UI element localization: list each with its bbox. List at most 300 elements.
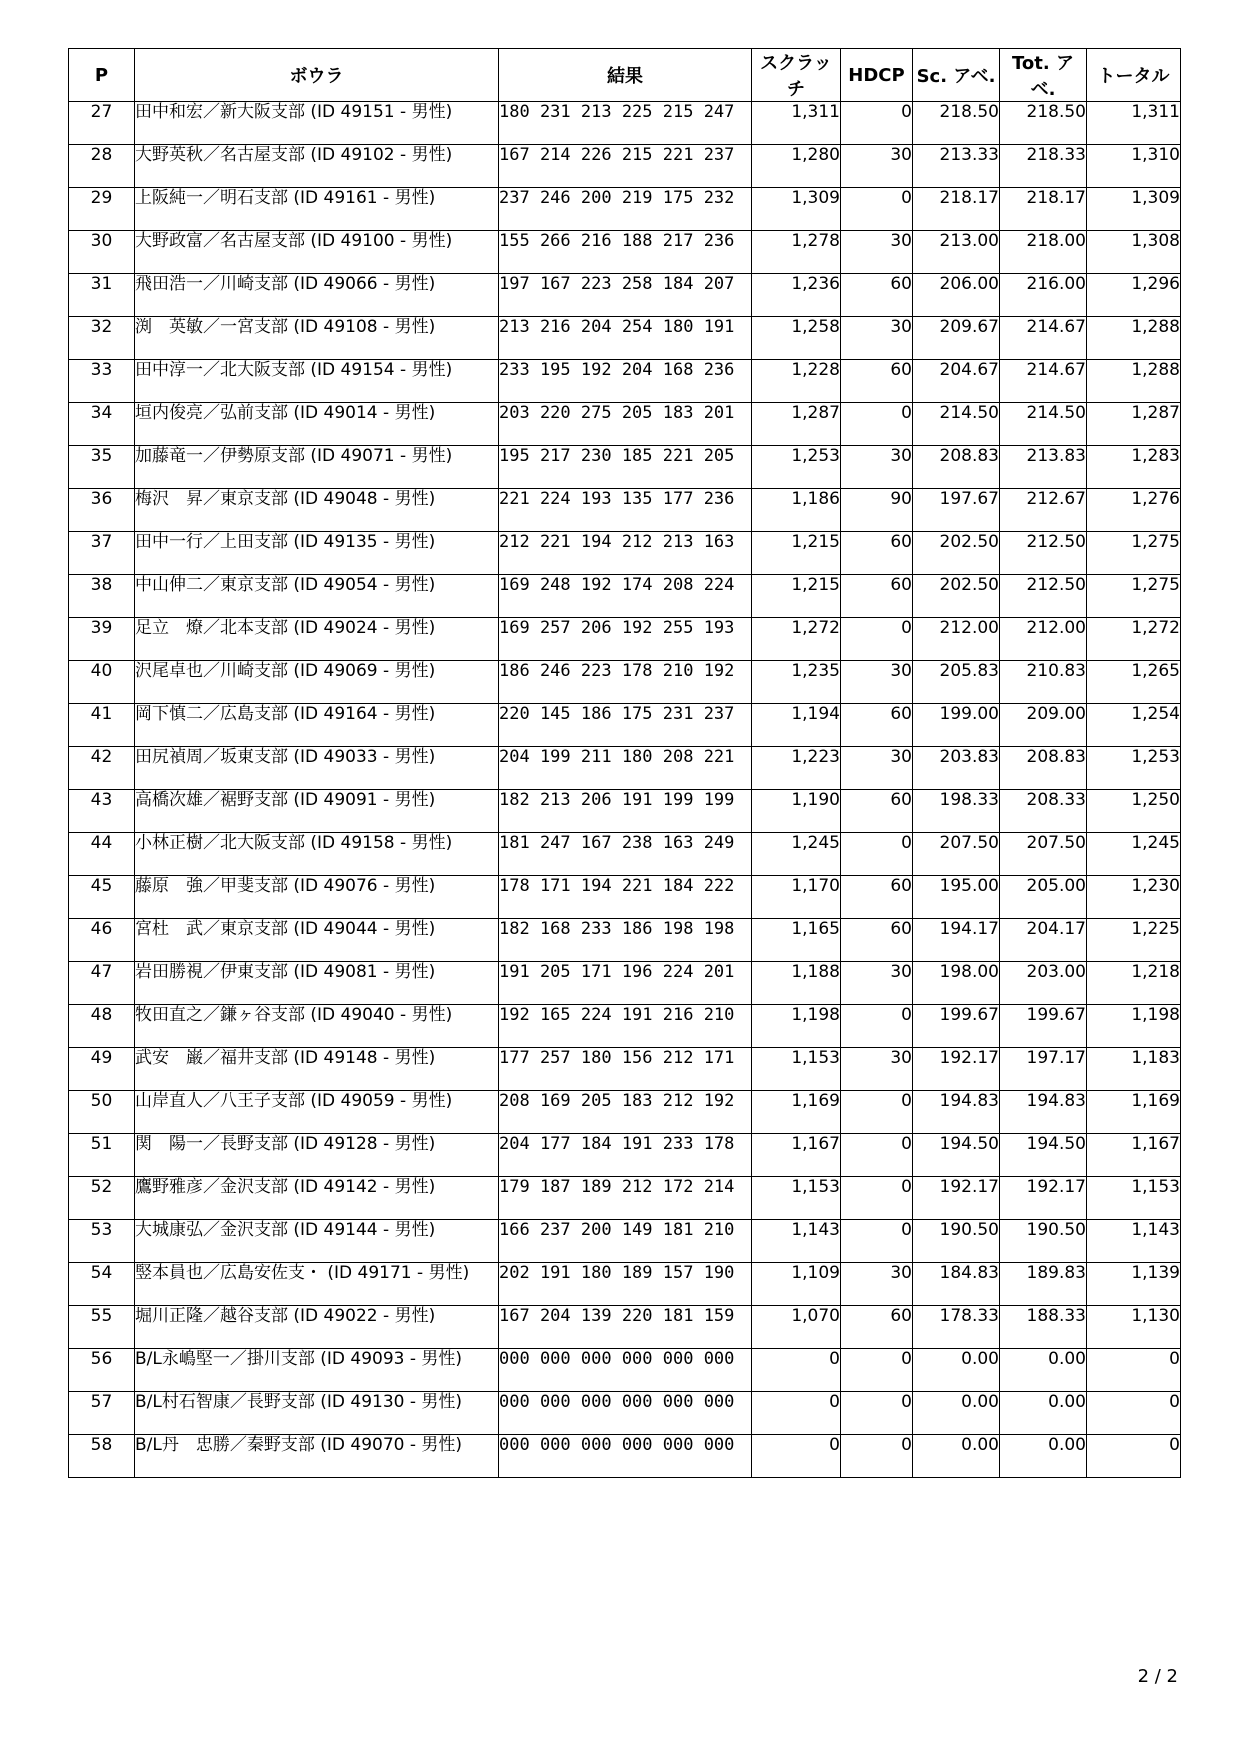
cell-total-average: 212.00 [1000, 618, 1087, 661]
cell-scratch-average: 0.00 [913, 1392, 1000, 1435]
cell-total-average: 204.17 [1000, 919, 1087, 962]
cell-position: 57 [69, 1392, 135, 1435]
cell-scratch: 1,287 [752, 403, 841, 446]
cell-scratch: 1,109 [752, 1263, 841, 1306]
cell-total-average: 210.83 [1000, 661, 1087, 704]
cell-game-scores: 237 246 200 219 175 232 [499, 188, 752, 231]
header-total: トータル [1087, 49, 1181, 102]
cell-bowler: 田尻禎周／坂東支部 (ID 49033 - 男性) [135, 747, 499, 790]
cell-scratch: 0 [752, 1435, 841, 1478]
cell-game-scores: 178 171 194 221 184 222 [499, 876, 752, 919]
cell-position: 47 [69, 962, 135, 1005]
cell-bowler: 牧田直之／鎌ヶ谷支部 (ID 49040 - 男性) [135, 1005, 499, 1048]
cell-scratch-average: 213.00 [913, 231, 1000, 274]
cell-total-average: 190.50 [1000, 1220, 1087, 1263]
cell-hdcp: 0 [841, 1091, 913, 1134]
header-row [69, 49, 1181, 102]
cell-hdcp: 30 [841, 446, 913, 489]
cell-total: 1,309 [1087, 188, 1181, 231]
cell-hdcp: 0 [841, 102, 913, 145]
cell-hdcp: 30 [841, 661, 913, 704]
cell-position: 34 [69, 403, 135, 446]
table-body [69, 102, 1181, 1478]
cell-total-average: 0.00 [1000, 1349, 1087, 1392]
cell-bowler: 関 陽一／長野支部 (ID 49128 - 男性) [135, 1134, 499, 1177]
cell-game-scores: 167 204 139 220 181 159 [499, 1306, 752, 1349]
header-bowler: ボウラ [135, 49, 499, 102]
cell-hdcp: 0 [841, 403, 913, 446]
cell-scratch: 1,278 [752, 231, 841, 274]
cell-game-scores: 000 000 000 000 000 000 [499, 1349, 752, 1392]
table-row [69, 1392, 1181, 1435]
cell-scratch-average: 218.17 [913, 188, 1000, 231]
cell-scratch-average: 194.17 [913, 919, 1000, 962]
cell-bowler: 沢尾卓也／川崎支部 (ID 49069 - 男性) [135, 661, 499, 704]
cell-scratch-average: 218.50 [913, 102, 1000, 145]
cell-scratch-average: 199.67 [913, 1005, 1000, 1048]
cell-position: 27 [69, 102, 135, 145]
table-row [69, 145, 1181, 188]
cell-scratch: 0 [752, 1349, 841, 1392]
cell-scratch-average: 198.33 [913, 790, 1000, 833]
cell-total: 1,288 [1087, 360, 1181, 403]
cell-position: 52 [69, 1177, 135, 1220]
cell-scratch-average: 202.50 [913, 575, 1000, 618]
cell-total-average: 189.83 [1000, 1263, 1087, 1306]
cell-hdcp: 30 [841, 962, 913, 1005]
cell-scratch-average: 0.00 [913, 1435, 1000, 1478]
table-row [69, 188, 1181, 231]
cell-hdcp: 30 [841, 231, 913, 274]
cell-total-average: 0.00 [1000, 1435, 1087, 1478]
table-row [69, 489, 1181, 532]
table-row [69, 446, 1181, 489]
cell-scratch: 1,245 [752, 833, 841, 876]
cell-hdcp: 0 [841, 1392, 913, 1435]
cell-position: 35 [69, 446, 135, 489]
table-row [69, 790, 1181, 833]
cell-total: 1,218 [1087, 962, 1181, 1005]
cell-scratch: 1,153 [752, 1048, 841, 1091]
cell-scratch: 1,194 [752, 704, 841, 747]
cell-game-scores: 208 169 205 183 212 192 [499, 1091, 752, 1134]
table-row [69, 575, 1181, 618]
cell-scratch-average: 192.17 [913, 1048, 1000, 1091]
cell-scratch: 1,198 [752, 1005, 841, 1048]
cell-position: 49 [69, 1048, 135, 1091]
cell-game-scores: 186 246 223 178 210 192 [499, 661, 752, 704]
cell-position: 31 [69, 274, 135, 317]
cell-total-average: 212.50 [1000, 532, 1087, 575]
cell-bowler: 垣内俊亮／弘前支部 (ID 49014 - 男性) [135, 403, 499, 446]
cell-scratch-average: 199.00 [913, 704, 1000, 747]
table-row [69, 618, 1181, 661]
cell-bowler: 加藤竜一／伊勢原支部 (ID 49071 - 男性) [135, 446, 499, 489]
table-row [69, 1134, 1181, 1177]
cell-total: 1,296 [1087, 274, 1181, 317]
cell-hdcp: 0 [841, 618, 913, 661]
cell-total-average: 218.17 [1000, 188, 1087, 231]
table-row [69, 1306, 1181, 1349]
cell-bowler: B/L丹 忠勝／秦野支部 (ID 49070 - 男性) [135, 1435, 499, 1478]
cell-bowler: 大城康弘／金沢支部 (ID 49144 - 男性) [135, 1220, 499, 1263]
table-row [69, 403, 1181, 446]
cell-scratch-average: 195.00 [913, 876, 1000, 919]
table-row [69, 876, 1181, 919]
cell-total-average: 207.50 [1000, 833, 1087, 876]
cell-position: 29 [69, 188, 135, 231]
cell-total: 1,250 [1087, 790, 1181, 833]
cell-bowler: 竪本員也／広島安佐支・ (ID 49171 - 男性) [135, 1263, 499, 1306]
cell-bowler: 田中和宏／新大阪支部 (ID 49151 - 男性) [135, 102, 499, 145]
cell-scratch-average: 209.67 [913, 317, 1000, 360]
cell-position: 54 [69, 1263, 135, 1306]
cell-total-average: 218.33 [1000, 145, 1087, 188]
table-row [69, 1005, 1181, 1048]
table-row [69, 704, 1181, 747]
cell-hdcp: 60 [841, 274, 913, 317]
cell-scratch: 1,170 [752, 876, 841, 919]
cell-scratch: 1,215 [752, 575, 841, 618]
cell-position: 48 [69, 1005, 135, 1048]
cell-total-average: 194.83 [1000, 1091, 1087, 1134]
cell-position: 37 [69, 532, 135, 575]
cell-total: 1,272 [1087, 618, 1181, 661]
cell-position: 40 [69, 661, 135, 704]
cell-scratch: 0 [752, 1392, 841, 1435]
cell-scratch: 1,153 [752, 1177, 841, 1220]
cell-total: 1,275 [1087, 532, 1181, 575]
cell-game-scores: 166 237 200 149 181 210 [499, 1220, 752, 1263]
cell-total-average: 192.17 [1000, 1177, 1087, 1220]
table-row [69, 833, 1181, 876]
table-row [69, 1349, 1181, 1392]
cell-scratch: 1,169 [752, 1091, 841, 1134]
cell-total-average: 216.00 [1000, 274, 1087, 317]
cell-bowler: 中山伸二／東京支部 (ID 49054 - 男性) [135, 575, 499, 618]
cell-total-average: 213.83 [1000, 446, 1087, 489]
cell-scratch: 1,258 [752, 317, 841, 360]
cell-position: 36 [69, 489, 135, 532]
table-row [69, 1048, 1181, 1091]
cell-bowler: 武安 巌／福井支部 (ID 49148 - 男性) [135, 1048, 499, 1091]
cell-scratch: 1,188 [752, 962, 841, 1005]
cell-game-scores: 195 217 230 185 221 205 [499, 446, 752, 489]
table-row [69, 1263, 1181, 1306]
cell-scratch: 1,143 [752, 1220, 841, 1263]
cell-hdcp: 0 [841, 188, 913, 231]
cell-bowler: 梅沢 昇／東京支部 (ID 49048 - 男性) [135, 489, 499, 532]
cell-total: 1,276 [1087, 489, 1181, 532]
cell-hdcp: 60 [841, 1306, 913, 1349]
cell-scratch-average: 212.00 [913, 618, 1000, 661]
table-row [69, 1220, 1181, 1263]
table-row [69, 747, 1181, 790]
cell-total: 0 [1087, 1435, 1181, 1478]
cell-game-scores: 197 167 223 258 184 207 [499, 274, 752, 317]
cell-hdcp: 30 [841, 317, 913, 360]
cell-total-average: 203.00 [1000, 962, 1087, 1005]
cell-scratch-average: 178.33 [913, 1306, 1000, 1349]
cell-scratch-average: 206.00 [913, 274, 1000, 317]
cell-total-average: 208.33 [1000, 790, 1087, 833]
cell-total: 1,153 [1087, 1177, 1181, 1220]
cell-scratch-average: 184.83 [913, 1263, 1000, 1306]
header-position: P [69, 49, 135, 102]
cell-position: 42 [69, 747, 135, 790]
cell-position: 33 [69, 360, 135, 403]
cell-total: 1,245 [1087, 833, 1181, 876]
cell-hdcp: 30 [841, 1048, 913, 1091]
cell-game-scores: 179 187 189 212 172 214 [499, 1177, 752, 1220]
cell-scratch: 1,165 [752, 919, 841, 962]
cell-scratch: 1,190 [752, 790, 841, 833]
cell-bowler: 山岸直人／八王子支部 (ID 49059 - 男性) [135, 1091, 499, 1134]
cell-total-average: 209.00 [1000, 704, 1087, 747]
cell-position: 58 [69, 1435, 135, 1478]
cell-total-average: 199.67 [1000, 1005, 1087, 1048]
table-row [69, 1091, 1181, 1134]
cell-position: 50 [69, 1091, 135, 1134]
cell-hdcp: 60 [841, 876, 913, 919]
cell-total: 1,310 [1087, 145, 1181, 188]
cell-hdcp: 30 [841, 145, 913, 188]
cell-scratch-average: 190.50 [913, 1220, 1000, 1263]
cell-bowler: 田中淳一／北大阪支部 (ID 49154 - 男性) [135, 360, 499, 403]
table-row [69, 360, 1181, 403]
cell-bowler: 岩田勝視／伊東支部 (ID 49081 - 男性) [135, 962, 499, 1005]
cell-position: 51 [69, 1134, 135, 1177]
cell-scratch: 1,253 [752, 446, 841, 489]
cell-game-scores: 180 231 213 225 215 247 [499, 102, 752, 145]
cell-hdcp: 0 [841, 1177, 913, 1220]
cell-hdcp: 60 [841, 532, 913, 575]
cell-hdcp: 0 [841, 833, 913, 876]
cell-scratch: 1,186 [752, 489, 841, 532]
cell-game-scores: 233 195 192 204 168 236 [499, 360, 752, 403]
cell-scratch-average: 202.50 [913, 532, 1000, 575]
cell-bowler: 小林正樹／北大阪支部 (ID 49158 - 男性) [135, 833, 499, 876]
cell-position: 44 [69, 833, 135, 876]
cell-game-scores: 000 000 000 000 000 000 [499, 1435, 752, 1478]
cell-bowler: 宮杜 武／東京支部 (ID 49044 - 男性) [135, 919, 499, 962]
cell-bowler: 堀川正隆／越谷支部 (ID 49022 - 男性) [135, 1306, 499, 1349]
cell-hdcp: 30 [841, 747, 913, 790]
cell-total: 1,265 [1087, 661, 1181, 704]
cell-total-average: 0.00 [1000, 1392, 1087, 1435]
cell-total-average: 188.33 [1000, 1306, 1087, 1349]
table-row [69, 919, 1181, 962]
table-row [69, 962, 1181, 1005]
cell-total: 1,167 [1087, 1134, 1181, 1177]
table-row [69, 661, 1181, 704]
cell-game-scores: 203 220 275 205 183 201 [499, 403, 752, 446]
cell-scratch-average: 213.33 [913, 145, 1000, 188]
cell-total: 1,288 [1087, 317, 1181, 360]
cell-total: 1,254 [1087, 704, 1181, 747]
cell-scratch: 1,228 [752, 360, 841, 403]
table-row [69, 102, 1181, 145]
cell-position: 28 [69, 145, 135, 188]
cell-scratch: 1,236 [752, 274, 841, 317]
cell-position: 55 [69, 1306, 135, 1349]
cell-position: 56 [69, 1349, 135, 1392]
cell-position: 32 [69, 317, 135, 360]
cell-bowler: 岡下慎二／広島支部 (ID 49164 - 男性) [135, 704, 499, 747]
cell-total: 0 [1087, 1349, 1181, 1392]
cell-bowler: 藤原 強／甲斐支部 (ID 49076 - 男性) [135, 876, 499, 919]
cell-hdcp: 60 [841, 360, 913, 403]
cell-game-scores: 204 199 211 180 208 221 [499, 747, 752, 790]
cell-total: 1,225 [1087, 919, 1181, 962]
cell-scratch: 1,309 [752, 188, 841, 231]
cell-scratch-average: 194.50 [913, 1134, 1000, 1177]
cell-position: 53 [69, 1220, 135, 1263]
cell-scratch-average: 214.50 [913, 403, 1000, 446]
cell-total: 1,275 [1087, 575, 1181, 618]
cell-bowler: 渕 英敏／一宮支部 (ID 49108 - 男性) [135, 317, 499, 360]
cell-game-scores: 181 247 167 238 163 249 [499, 833, 752, 876]
cell-scratch-average: 198.00 [913, 962, 1000, 1005]
cell-hdcp: 0 [841, 1349, 913, 1392]
cell-total: 1,253 [1087, 747, 1181, 790]
cell-game-scores: 182 213 206 191 199 199 [499, 790, 752, 833]
cell-scratch: 1,070 [752, 1306, 841, 1349]
header-scratch: スクラッチ [752, 49, 841, 102]
results-table [68, 48, 1181, 1478]
cell-bowler: 高橋次雄／裾野支部 (ID 49091 - 男性) [135, 790, 499, 833]
cell-scratch-average: 204.67 [913, 360, 1000, 403]
cell-game-scores: 000 000 000 000 000 000 [499, 1392, 752, 1435]
cell-game-scores: 192 165 224 191 216 210 [499, 1005, 752, 1048]
cell-hdcp: 60 [841, 704, 913, 747]
cell-hdcp: 90 [841, 489, 913, 532]
table-row [69, 274, 1181, 317]
cell-hdcp: 60 [841, 575, 913, 618]
cell-total: 1,169 [1087, 1091, 1181, 1134]
cell-total: 1,311 [1087, 102, 1181, 145]
cell-total-average: 218.50 [1000, 102, 1087, 145]
cell-total-average: 214.67 [1000, 317, 1087, 360]
cell-scratch-average: 208.83 [913, 446, 1000, 489]
cell-total-average: 214.50 [1000, 403, 1087, 446]
cell-position: 45 [69, 876, 135, 919]
cell-bowler: B/L永嶋堅一／掛川支部 (ID 49093 - 男性) [135, 1349, 499, 1392]
cell-total-average: 197.17 [1000, 1048, 1087, 1091]
cell-scratch-average: 205.83 [913, 661, 1000, 704]
cell-scratch-average: 197.67 [913, 489, 1000, 532]
cell-position: 43 [69, 790, 135, 833]
cell-bowler: 大野英秋／名古屋支部 (ID 49102 - 男性) [135, 145, 499, 188]
cell-bowler: 大野政富／名古屋支部 (ID 49100 - 男性) [135, 231, 499, 274]
cell-total-average: 218.00 [1000, 231, 1087, 274]
cell-total: 1,143 [1087, 1220, 1181, 1263]
cell-total-average: 214.67 [1000, 360, 1087, 403]
table-row [69, 532, 1181, 575]
cell-hdcp: 60 [841, 790, 913, 833]
cell-bowler: 飛田浩一／川崎支部 (ID 49066 - 男性) [135, 274, 499, 317]
cell-hdcp: 30 [841, 1263, 913, 1306]
cell-position: 38 [69, 575, 135, 618]
cell-hdcp: 0 [841, 1134, 913, 1177]
cell-position: 30 [69, 231, 135, 274]
cell-scratch-average: 0.00 [913, 1349, 1000, 1392]
table-header [69, 49, 1181, 102]
cell-scratch-average: 192.17 [913, 1177, 1000, 1220]
cell-scratch: 1,280 [752, 145, 841, 188]
cell-hdcp: 60 [841, 919, 913, 962]
table-row [69, 1435, 1181, 1478]
cell-game-scores: 177 257 180 156 212 171 [499, 1048, 752, 1091]
cell-total: 1,283 [1087, 446, 1181, 489]
cell-scratch-average: 194.83 [913, 1091, 1000, 1134]
cell-scratch: 1,235 [752, 661, 841, 704]
cell-total: 1,139 [1087, 1263, 1181, 1306]
cell-bowler: 足立 燎／北本支部 (ID 49024 - 男性) [135, 618, 499, 661]
cell-total-average: 212.67 [1000, 489, 1087, 532]
cell-bowler: 田中一行／上田支部 (ID 49135 - 男性) [135, 532, 499, 575]
table-row [69, 231, 1181, 274]
cell-game-scores: 221 224 193 135 177 236 [499, 489, 752, 532]
cell-scratch: 1,167 [752, 1134, 841, 1177]
cell-total: 0 [1087, 1392, 1181, 1435]
cell-scratch: 1,311 [752, 102, 841, 145]
header-scratch-average: Sc. アベ. [913, 49, 1000, 102]
cell-game-scores: 204 177 184 191 233 178 [499, 1134, 752, 1177]
cell-game-scores: 191 205 171 196 224 201 [499, 962, 752, 1005]
cell-total-average: 194.50 [1000, 1134, 1087, 1177]
cell-bowler: 上阪純一／明石支部 (ID 49161 - 男性) [135, 188, 499, 231]
cell-total-average: 208.83 [1000, 747, 1087, 790]
table-row [69, 1177, 1181, 1220]
cell-scratch: 1,215 [752, 532, 841, 575]
cell-game-scores: 182 168 233 186 198 198 [499, 919, 752, 962]
cell-hdcp: 0 [841, 1435, 913, 1478]
header-results: 結果 [499, 49, 752, 102]
cell-total: 1,287 [1087, 403, 1181, 446]
cell-hdcp: 0 [841, 1005, 913, 1048]
cell-scratch-average: 207.50 [913, 833, 1000, 876]
cell-game-scores: 167 214 226 215 221 237 [499, 145, 752, 188]
cell-total: 1,308 [1087, 231, 1181, 274]
cell-total-average: 212.50 [1000, 575, 1087, 618]
cell-position: 46 [69, 919, 135, 962]
cell-game-scores: 202 191 180 189 157 190 [499, 1263, 752, 1306]
table-row [69, 317, 1181, 360]
cell-total: 1,198 [1087, 1005, 1181, 1048]
cell-bowler: B/L村石智康／長野支部 (ID 49130 - 男性) [135, 1392, 499, 1435]
cell-game-scores: 169 257 206 192 255 193 [499, 618, 752, 661]
cell-scratch: 1,223 [752, 747, 841, 790]
cell-scratch: 1,272 [752, 618, 841, 661]
header-hdcp: HDCP [841, 49, 913, 102]
cell-total: 1,230 [1087, 876, 1181, 919]
cell-game-scores: 212 221 194 212 213 163 [499, 532, 752, 575]
cell-total-average: 205.00 [1000, 876, 1087, 919]
header-total-average: Tot. アベ. [1000, 49, 1087, 102]
cell-game-scores: 155 266 216 188 217 236 [499, 231, 752, 274]
cell-position: 41 [69, 704, 135, 747]
cell-game-scores: 220 145 186 175 231 237 [499, 704, 752, 747]
cell-bowler: 鷹野雅彦／金沢支部 (ID 49142 - 男性) [135, 1177, 499, 1220]
cell-scratch-average: 203.83 [913, 747, 1000, 790]
cell-game-scores: 169 248 192 174 208 224 [499, 575, 752, 618]
cell-game-scores: 213 216 204 254 180 191 [499, 317, 752, 360]
page-number: 2 / 2 [1137, 1666, 1178, 1687]
cell-position: 39 [69, 618, 135, 661]
cell-total: 1,183 [1087, 1048, 1181, 1091]
cell-total: 1,130 [1087, 1306, 1181, 1349]
